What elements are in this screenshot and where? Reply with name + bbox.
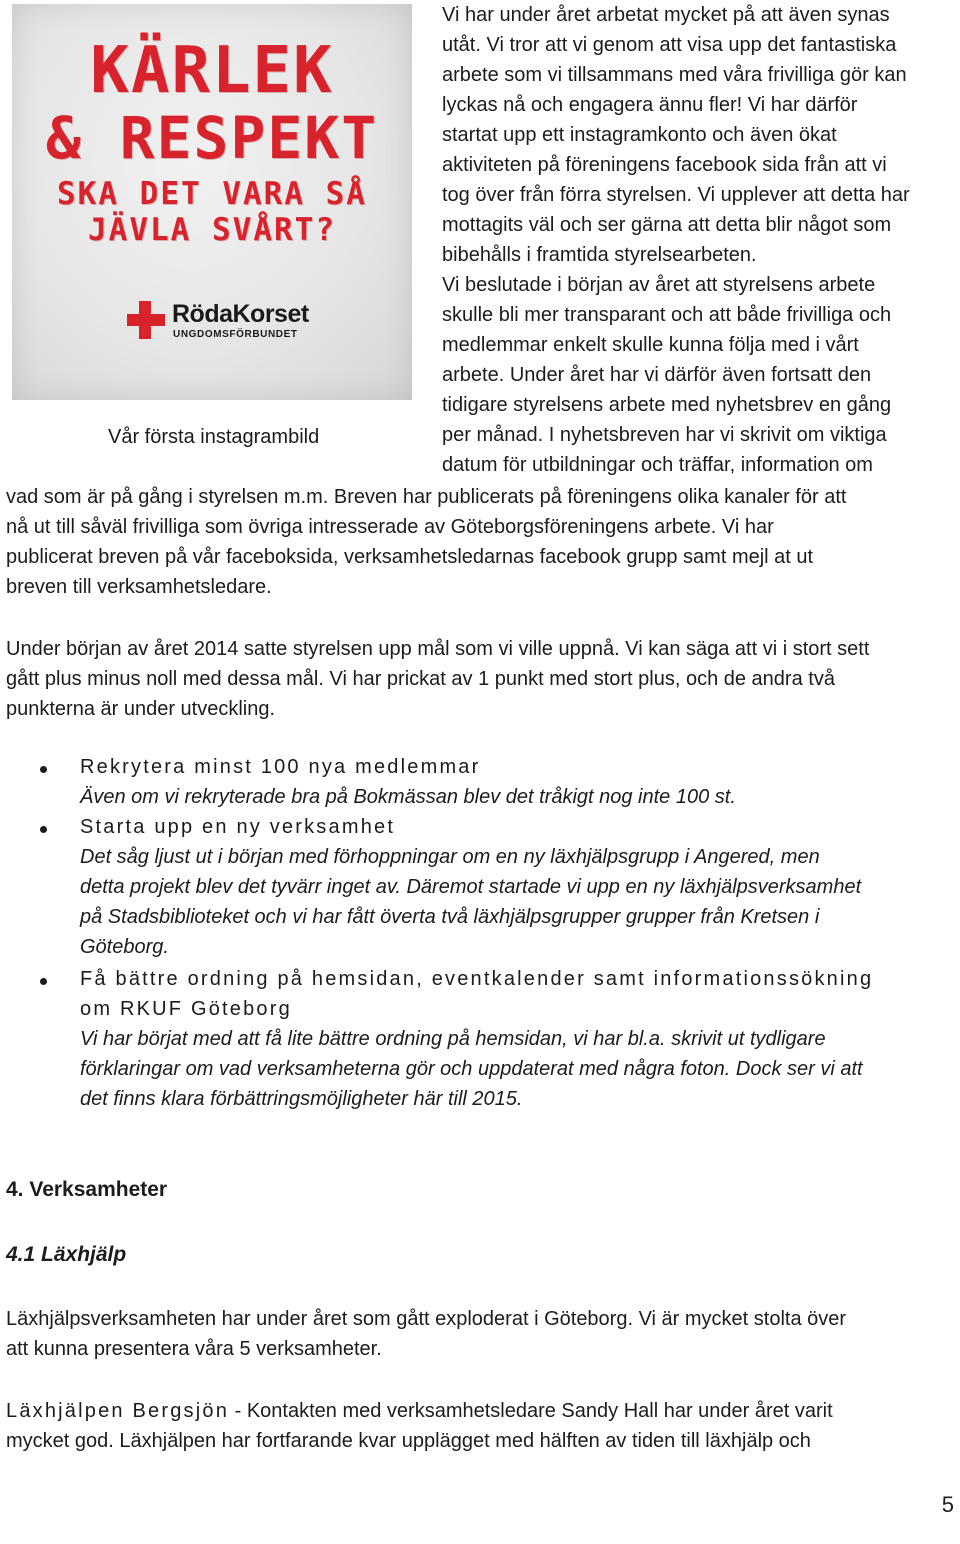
section-heading: 4. Verksamheter [6, 1178, 168, 1201]
text-line: medlemmar enkelt skulle kunna följa med i vårt [442, 334, 859, 356]
bergsjon-paragraph [6, 1396, 956, 1456]
text-line: utåt. Vi tror att vi genom att visa upp det fantastiska [442, 34, 897, 56]
logo-name: RödaKorset [172, 300, 309, 328]
goal-title: Få bättre ordning på hemsidan, eventkalender samt informationssökning [80, 968, 874, 990]
text-line: Under början av året 2014 satte styrelsen upp mål som vi ville uppnå. Vi kan säga att vi i stort sett [6, 638, 870, 660]
goal-body: Det såg ljust ut i början med förhoppningar om en ny läxhjälpsgrupp i Angered, men [80, 846, 820, 868]
image-text-question-1: SKA DET VARA SÅ [57, 176, 367, 212]
logo-subtitle: UNGDOMSFÖRBUNDET [173, 329, 298, 340]
text-line: bibehålls i framtida styrelsearbeten. [442, 244, 757, 266]
goal-title: Rekrytera minst 100 nya medlemmar [80, 756, 481, 778]
bullet-icon [40, 978, 47, 985]
text-line: tidigare styrelsens arbete med nyhetsbrev en gång [442, 394, 892, 416]
text-line: tog över från förra styrelsen. Vi upplever att detta har [442, 184, 910, 206]
text-line: gått plus minus noll med dessa mål. Vi har prickat av 1 punkt med stort plus, och de andra två [6, 668, 835, 690]
image-text-karlek: KÄRLEK [90, 34, 334, 108]
text-line: publicerat breven på vår faceboksida, verksamhetsledarnas facebook grupp samt mejl at ut [6, 546, 814, 568]
goals-list [0, 752, 960, 1122]
goal-body: på Stadsbiblioteket och vi har fått överta två läxhjälpsgrupper grupper från Kretsen i [80, 906, 820, 928]
text-line: per månad. I nyhetsbreven har vi skrivit om viktiga [442, 424, 887, 446]
text-line: punkterna är under utveckling. [6, 698, 276, 720]
text-line: Vi har under året arbetat mycket på att även synas [442, 4, 890, 26]
text-line: mottagits väl och ser gärna att detta blir något som [442, 214, 892, 236]
goal-body: det finns klara förbättringsmöjligheter här till 2015. [80, 1088, 523, 1110]
bullet-icon [40, 826, 47, 833]
page-number: 5 [941, 1492, 954, 1517]
goal-body: Göteborg. [80, 936, 169, 958]
text-line: Läxhjälpsverksamheten har under året som gått exploderat i Göteborg. Vi är mycket stolta över [6, 1308, 847, 1330]
instagram-image [12, 4, 412, 400]
bullet-icon [40, 766, 47, 773]
image-text-respekt: & RESPEKT [45, 104, 379, 172]
text-line: breven till verksamhetsledare. [6, 576, 272, 598]
text-line: Vi beslutade i början av året att styrelsens arbete [442, 274, 876, 296]
bergsjon-text: - Kontakten med verksamhetsledare Sandy Hall har under året varit [229, 1400, 833, 1422]
subsection-heading: 4.1 Läxhjälp [6, 1243, 127, 1266]
text-line: nå ut till såväl frivilliga som övriga intresserade av Göteborgsföreningens arbete. Vi har [6, 516, 774, 538]
goal-title: om RKUF Göteborg [80, 998, 292, 1020]
text-line: vad som är på gång i styrelsen m.m. Breven har publicerats på föreningens olika kanaler för att [6, 486, 847, 508]
red-cross-icon [126, 300, 166, 340]
text-line: arbete som vi tillsammans med våra frivilliga gör kan [442, 64, 907, 86]
goal-body: Vi har börjat med att få lite bättre ordning på hemsidan, vi har bl.a. skrivit ut tydligare [80, 1028, 826, 1050]
newsletter-paragraph [6, 482, 956, 602]
bergsjon-name: Läxhjälpen Bergsjön [6, 1400, 230, 1422]
goal-body: detta projekt blev det tyvärr inget av. Däremot startade vi upp en ny läxhjälpsverksamhet [80, 876, 862, 898]
goal-body: förklaringar om vad verksamheterna gör och uppdaterat med några foton. Dock ser vi att [80, 1058, 863, 1080]
laxhjalp-intro [6, 1304, 956, 1364]
text-line: startat upp ett instagramkonto och även ökat [442, 124, 837, 146]
text-line: skulle bli mer transparant och att både frivilliga och [442, 304, 892, 326]
text-line: arbete. Under året har vi därför även fortsatt den [442, 364, 872, 386]
text-line: aktiviteten på föreningens facebook sida från att vi [442, 154, 887, 176]
goal-body: Även om vi rekryterade bra på Bokmässan blev det tråkigt nog inte 100 st. [80, 786, 736, 808]
text-line: lyckas nå och engagera ännu fler! Vi har därför [442, 94, 858, 116]
text-line: datum för utbildningar och träffar, information om [442, 454, 873, 476]
image-text-question-2: JÄVLA SVÅRT? [88, 212, 336, 248]
goal-title: Starta upp en ny verksamhet [80, 816, 396, 838]
intro-column [442, 0, 960, 480]
goals-intro-paragraph [6, 634, 956, 724]
image-caption: Vår första instagrambild [108, 426, 320, 448]
text-line: mycket god. Läxhjälpen har fortfarande kvar upplägget med hälften av tiden till läxhjälp och [6, 1430, 811, 1452]
text-line: att kunna presentera våra 5 verksamheter. [6, 1338, 382, 1360]
